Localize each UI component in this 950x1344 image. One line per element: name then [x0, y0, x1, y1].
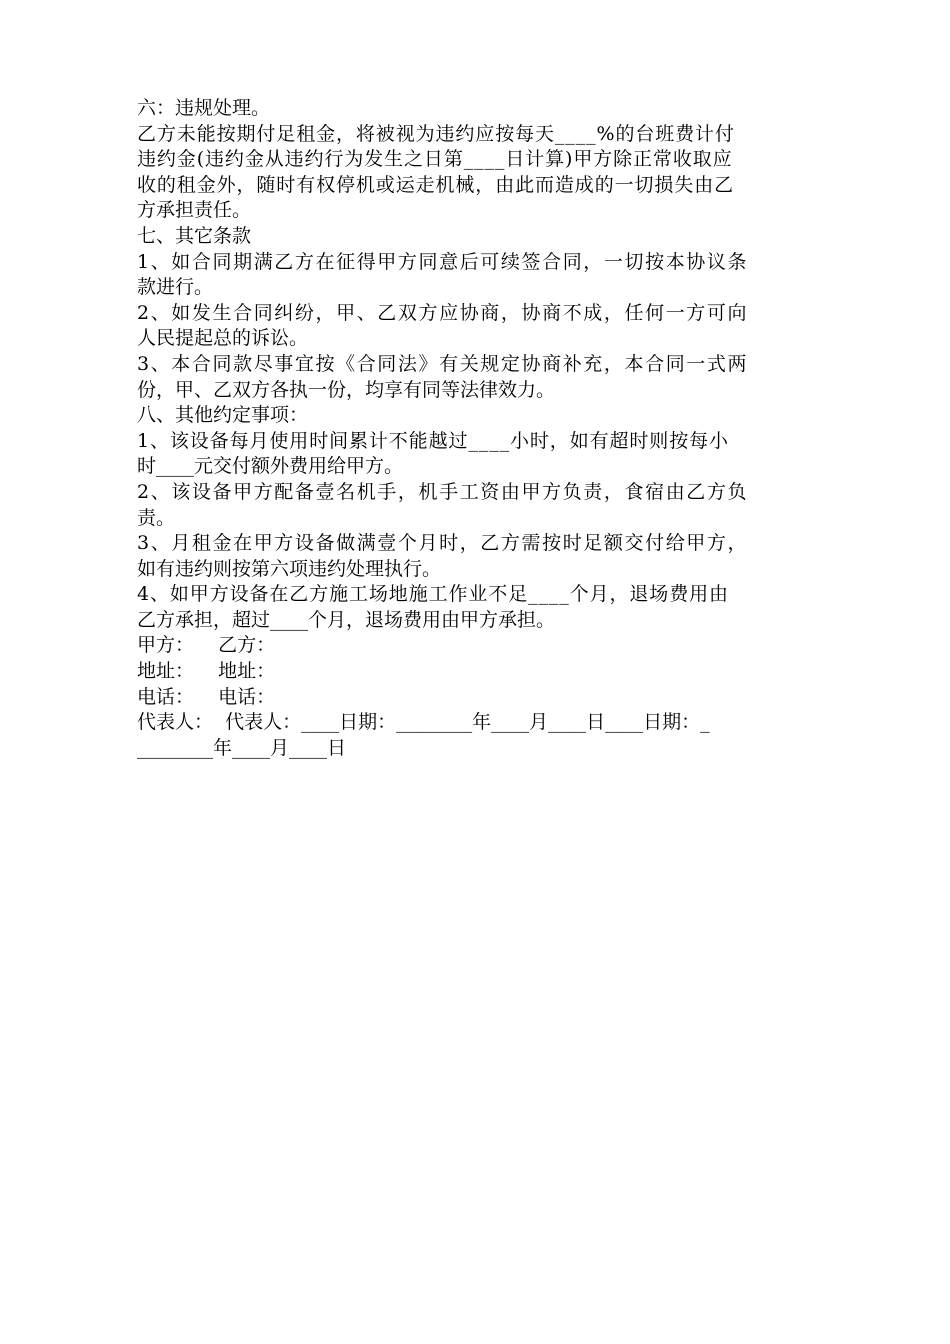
signature-address-line: 地址： 地址： [137, 660, 276, 683]
document-body [137, 96, 817, 761]
paragraph-line: 乙方承担，超过____个月，退场费用由甲方承担。 [137, 608, 556, 631]
paragraph-line: 违约金(违约金从违约行为发生之日第____日计算)甲方除正常收取应 [137, 148, 733, 171]
paragraph-line: 3、月租金在甲方设备做满壹个月时，乙方需按时足额交付给甲方， [137, 532, 749, 555]
paragraph-line: 人民提起总的诉讼。 [137, 327, 309, 350]
paragraph-line: 4、如甲方设备在乙方施工场地施工作业不足____个月，退场费用由 [137, 583, 729, 606]
paragraph-line: 2、该设备甲方配备壹名机手，机手工资由甲方负责，食宿由乙方负 [137, 480, 749, 503]
paragraph-line: 乙方未能按期付足租金，将被视为违约应按每天____%的台班费计付 [137, 122, 735, 145]
paragraph-line: 责。 [137, 506, 176, 529]
signature-party-line: 甲方： 乙方： [137, 634, 276, 657]
paragraph-line: 款进行。 [137, 276, 214, 299]
signature-phone-line: 电话： 电话： [137, 685, 276, 708]
paragraph-line: 份，甲、乙双方各执一份，均享有同等法律效力。 [137, 378, 556, 401]
paragraph-line: 时____元交付额外费用给甲方。 [137, 455, 404, 478]
section-heading-other-terms: 七、其它条款 [137, 224, 252, 247]
paragraph-line: 2、如发生合同纠纷，甲、乙双方应协商，协商不成，任何一方可向 [137, 301, 749, 324]
paragraph-line: 收的租金外，随时有权停机或运走机械，由此而造成的一切损失由乙 [137, 173, 735, 196]
signature-date-line: ________年____月____日 [137, 736, 347, 759]
paragraph-line: 3、本合同款尽事宜按《合同法》有关规定协商补充，本合同一式两 [137, 352, 749, 375]
paragraph-line: 1、如合同期满乙方在征得甲方同意后可续签合同，一切按本协议条 [137, 250, 749, 273]
section-heading-other-agreements: 八、其他约定事项： [137, 404, 309, 427]
paragraph-line: 1、该设备每月使用时间累计不能越过____小时，如有超时则按每小 [137, 429, 729, 452]
paragraph-line: 如有违约则按第六项违约处理执行。 [137, 557, 442, 580]
paragraph-line: 方承担责任。 [137, 199, 252, 222]
section-heading-violation: 六：违规处理。 [137, 97, 271, 119]
signature-representative-line: 代表人： 代表人：____日期：________年____月____日____日期：_ [137, 711, 710, 734]
